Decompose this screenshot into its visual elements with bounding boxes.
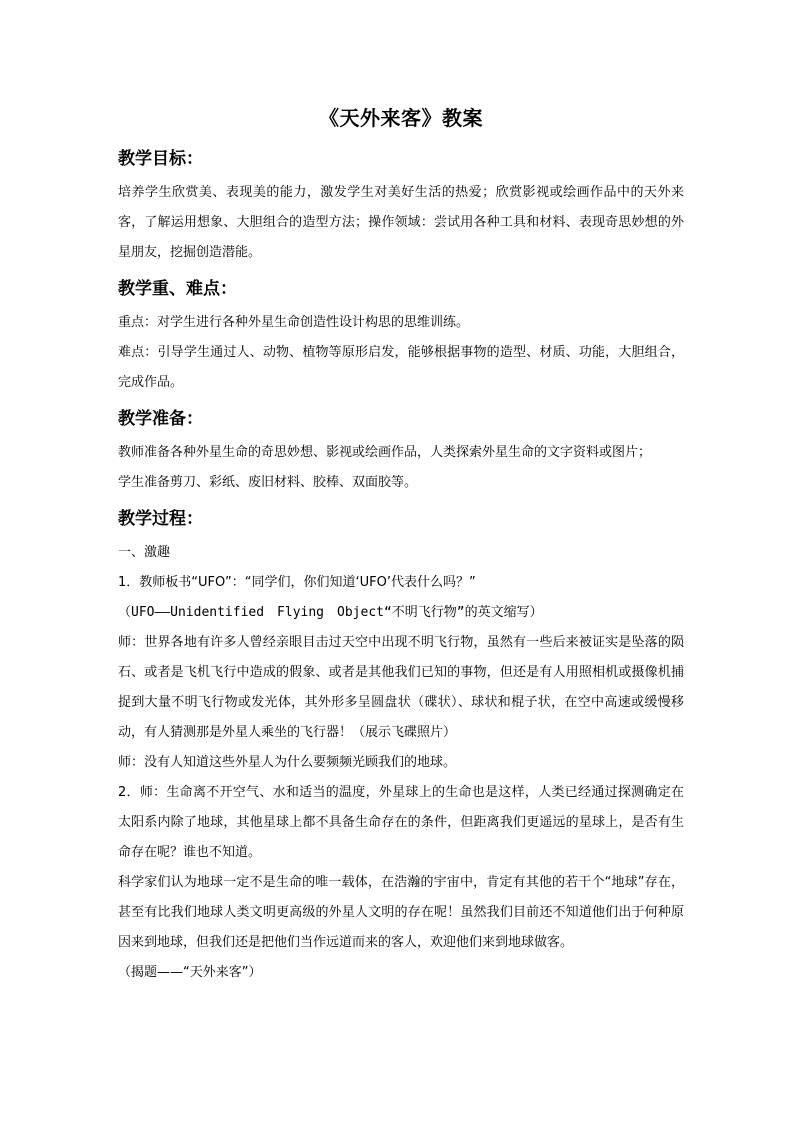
process-paragraph-1: 1．教师板书“UFO”：“同学们，你们知道‘UFO’代表什么吗？”: [118, 575, 476, 590]
preparation-heading: 教学准备：: [118, 409, 203, 429]
document-title: 《天外来客》教案: [319, 106, 483, 130]
student-preparation-text: 学生准备剪刀、彩纸、废旧材料、胶棒、双面胶等。: [118, 475, 418, 490]
process-paragraph-4: 师：没有人知道这些外星人为什么要频频光顾我们的地球。: [118, 755, 457, 770]
process-paragraph-6: 科学家们认为地球一定不是生命的唯一载体，在浩瀚的宇宙中，肯定有其他的若干个“地球”存在，甚至有比我们地球人类文明更高级的外星人文明的存在呢！虽然我们目前还不知道他们出于何种原因来到地球，但我们还是把他们当作远道而来的客人，欢迎他们来到地球做客。: [118, 875, 684, 950]
process-paragraph-7: （揭题——“天外来客”）: [118, 965, 262, 980]
difficult-point-text: 难点：引导学生通过人、动物、植物等原形启发，能够根据事物的造型、材质、功能，大胆组合，完成作品。: [118, 345, 684, 390]
process-step1-title: 一、激趣: [118, 545, 171, 560]
key-point-text: 重点：对学生进行各种外星生命创造性设计构思的思维训练。: [118, 315, 470, 330]
process-paragraph-2: （UFO——Unidentified Flying Object“不明飞行物”的英文缩写）: [118, 605, 543, 620]
key-points-heading: 教学重、难点：: [118, 279, 237, 299]
process-heading: 教学过程：: [118, 509, 203, 529]
objectives-heading: 教学目标：: [118, 149, 203, 169]
document-body: [118, 100, 684, 988]
teacher-preparation-text: 教师准备各种外星生命的奇思妙想、影视或绘画作品，人类探索外星生命的文字资料或图片；: [118, 445, 652, 460]
process-paragraph-5: 2．师：生命离不开空气、水和适当的温度，外星球上的生命也是这样，人类已经通过探测确定在太阳系内除了地球，其他星球上都不具备生命存在的条件，但距离我们更遥远的星球上，是否有生命存在呢？谁也不知道。: [118, 785, 684, 860]
objectives-text: 培养学生欣赏美、表现美的能力，激发学生对美好生活的热爱；欣赏影视或绘画作品中的天外来客，了解运用想象、大胆组合的造型方法；操作领域：尝试用各种工具和材料、表现奇思妙想的外星朋友，挖掘创造潜能。: [118, 185, 684, 260]
process-paragraph-3: 师：世界各地有许多人曾经亲眼目击过天空中出现不明飞行物，虽然有一些后来被证实是坠落的陨石、或者是飞机飞行中造成的假象、或者是其他我们已知的事物，但还是有人用照相机或摄像机捕捉到大量不明飞行物或发光体，其外形多呈圆盘状（碟状）、球状和棍子状，在空中高速或缓慢移动，有人猜测那是外星人乘坐的飞行器！（展示飞碟照片）: [118, 635, 684, 740]
